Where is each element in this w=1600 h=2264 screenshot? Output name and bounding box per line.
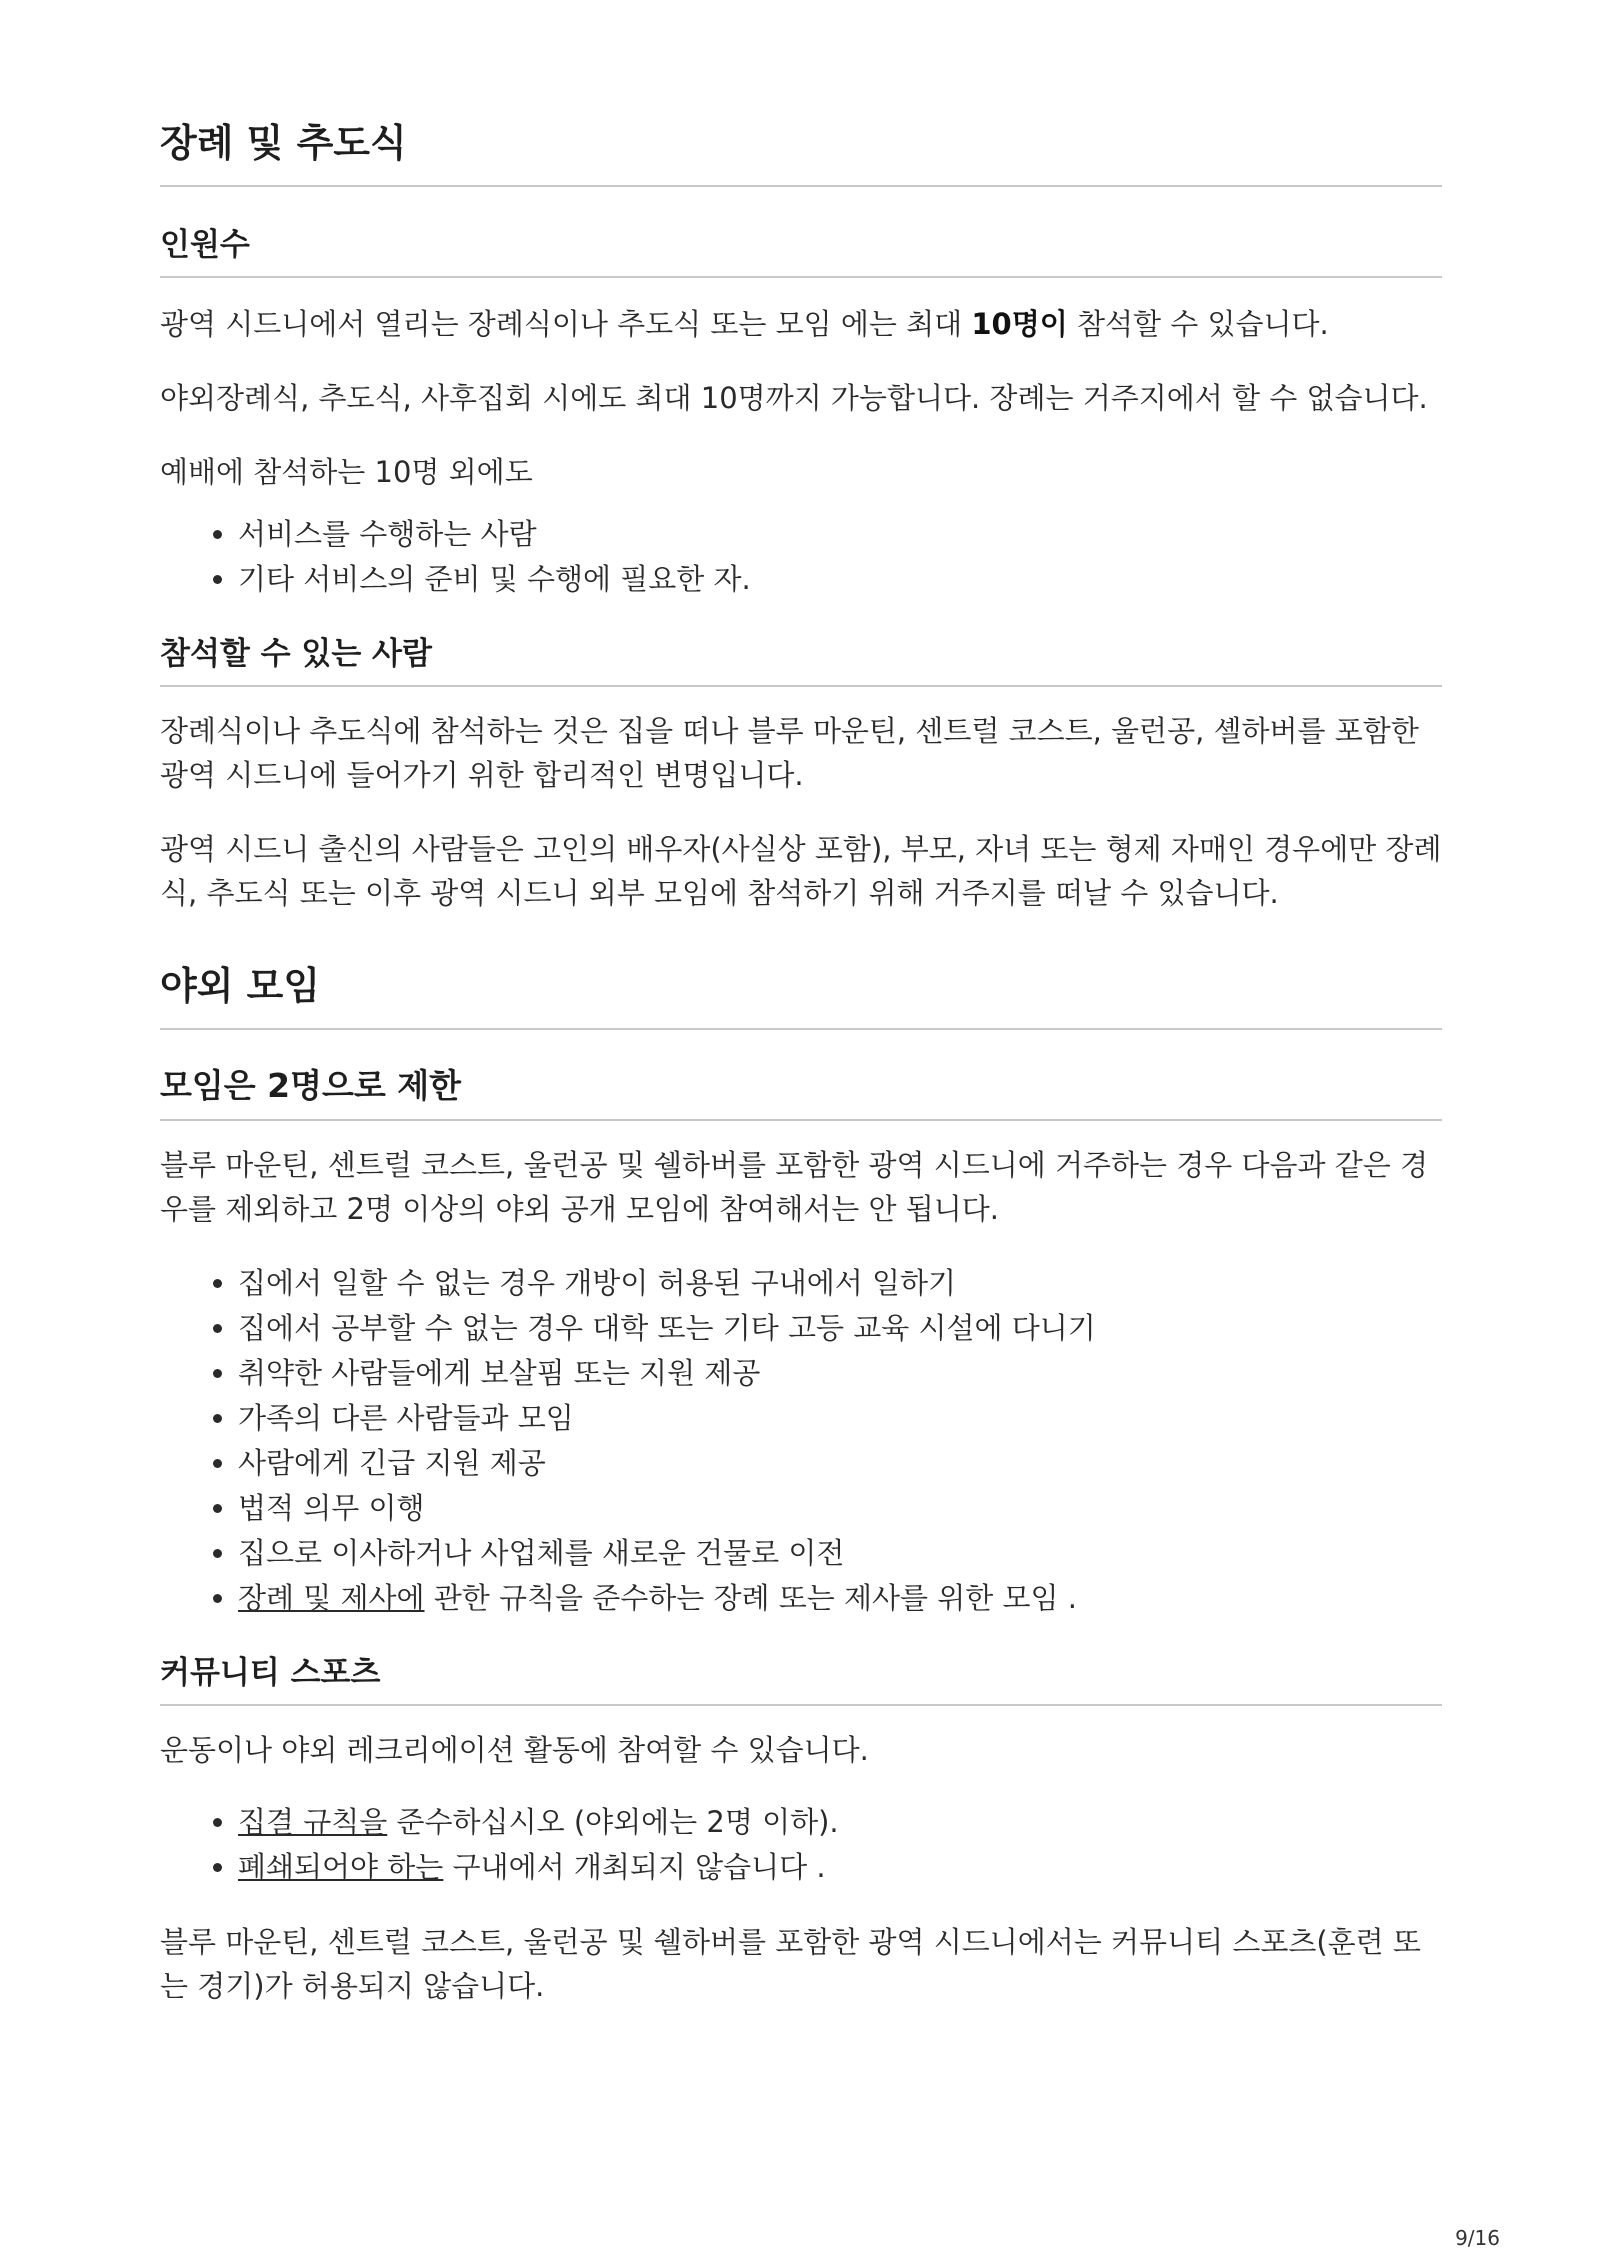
list-exceptions <box>160 1261 1442 1621</box>
text: 구내에서 개최되지 않습니다 . <box>443 1850 826 1884</box>
document-page <box>160 0 1442 2008</box>
list-item: • 가족의 다른 사람들과 모임 <box>238 1396 1442 1441</box>
paragraph-headcount <box>160 302 1442 346</box>
paragraph-besides-ten: 예배에 참석하는 10명 외에도 <box>160 455 533 489</box>
list-item: • 서비스를 수행하는 사람 <box>238 512 1442 557</box>
funerals-rules-link[interactable]: 장례 및 제사에 <box>238 1581 425 1615</box>
paragraph-outdoor-funerals: 야외장례식, 추도식, 사후집회 시에도 최대 10명까지 가능합니다. 장례는 거주지에서 할 수 없습니다. <box>160 381 1428 415</box>
gathering-rules-link[interactable]: 집결 규칙을 <box>238 1805 388 1839</box>
paragraph-reasonable-excuse: 장례식이나 추도식에 참석하는 것은 집을 떠나 블루 마운틴, 센트럴 코스트, 울런공, 셸하버를 포함한 광역 시드니에 들어가기 위한 합리적인 변명입니다. <box>160 714 1419 792</box>
subsection-community-sports-title: 커뮤니티 스포츠 <box>160 1647 1442 1706</box>
text: 참석할 수 있습니다. <box>1067 307 1329 341</box>
list-item <box>238 1845 1442 1890</box>
list-item: • 집에서 공부할 수 없는 경우 대학 또는 기타 고등 교육 시설에 다니기 <box>238 1306 1442 1351</box>
list-item: • 기타 서비스의 준비 및 수행에 필요한 자. <box>238 557 1442 602</box>
text: 관한 규칙을 준수하는 장례 또는 제사를 위한 모임 . <box>424 1581 1077 1615</box>
text: 광역 시드니에서 열리는 장례식이나 추도식 또는 모임 에는 최대 <box>160 307 972 341</box>
text: 준수하십시오 (야외에는 2명 이하). <box>387 1805 839 1839</box>
section-funerals-title: 장례 및 추도식 <box>160 112 1442 187</box>
subsection-who-can-attend-title: 참석할 수 있는 사람 <box>160 628 1442 687</box>
section-outdoor-gatherings-title: 야외 모임 <box>160 955 1442 1030</box>
list-item: • 집에서 일할 수 없는 경우 개방이 허용된 구내에서 일하기 <box>238 1261 1442 1306</box>
list-item: • 취약한 사람들에게 보살핌 또는 지원 제공 <box>238 1351 1442 1396</box>
paragraph-relatives: 광역 시드니 출신의 사람들은 고인의 배우자(사실상 포함), 부모, 자녀 또는 형제 자매인 경우에만 장례식, 추도식 또는 이후 광역 시드니 외부 모임에 참석하기 위해 거주지를 떠날 수 있습니다. <box>160 832 1442 910</box>
list-item: • 집으로 이사하거나 사업체를 새로운 건물로 이전 <box>238 1531 1442 1576</box>
subsection-headcount-title: 인원수 <box>160 219 1442 278</box>
subsection-two-person-limit-title: 모임은 2명으로 제한 <box>160 1060 1442 1121</box>
list-item <box>238 1800 1442 1845</box>
bold-count: 10명이 <box>971 307 1068 341</box>
list-item: • 법적 의무 이행 <box>238 1486 1442 1531</box>
list-extra-people <box>160 512 1442 602</box>
list-sports-conditions <box>160 1800 1442 1890</box>
paragraph-gathering-limit: 블루 마운틴, 센트럴 코스트, 울런공 및 쉘하버를 포함한 광역 시드니에 거주하는 경우 다음과 같은 경우를 제외하고 2명 이상의 야외 공개 모임에 참여해서는 안 됩니다. <box>160 1148 1429 1226</box>
closed-premises-link[interactable]: 폐쇄되어야 하는 <box>238 1850 444 1884</box>
list-item: • 사람에게 긴급 지원 제공 <box>238 1441 1442 1486</box>
paragraph-sports-not-allowed: 블루 마운틴, 센트럴 코스트, 울런공 및 쉘하버를 포함한 광역 시드니에서는 커뮤니티 스포츠(훈련 또는 경기)가 허용되지 않습니다. <box>160 1925 1421 2003</box>
list-item <box>238 1576 1442 1621</box>
paragraph-exercise: 운동이나 야외 레크리에이션 활동에 참여할 수 있습니다. <box>160 1733 869 1767</box>
page-number: 9/16 <box>1455 2226 1500 2250</box>
